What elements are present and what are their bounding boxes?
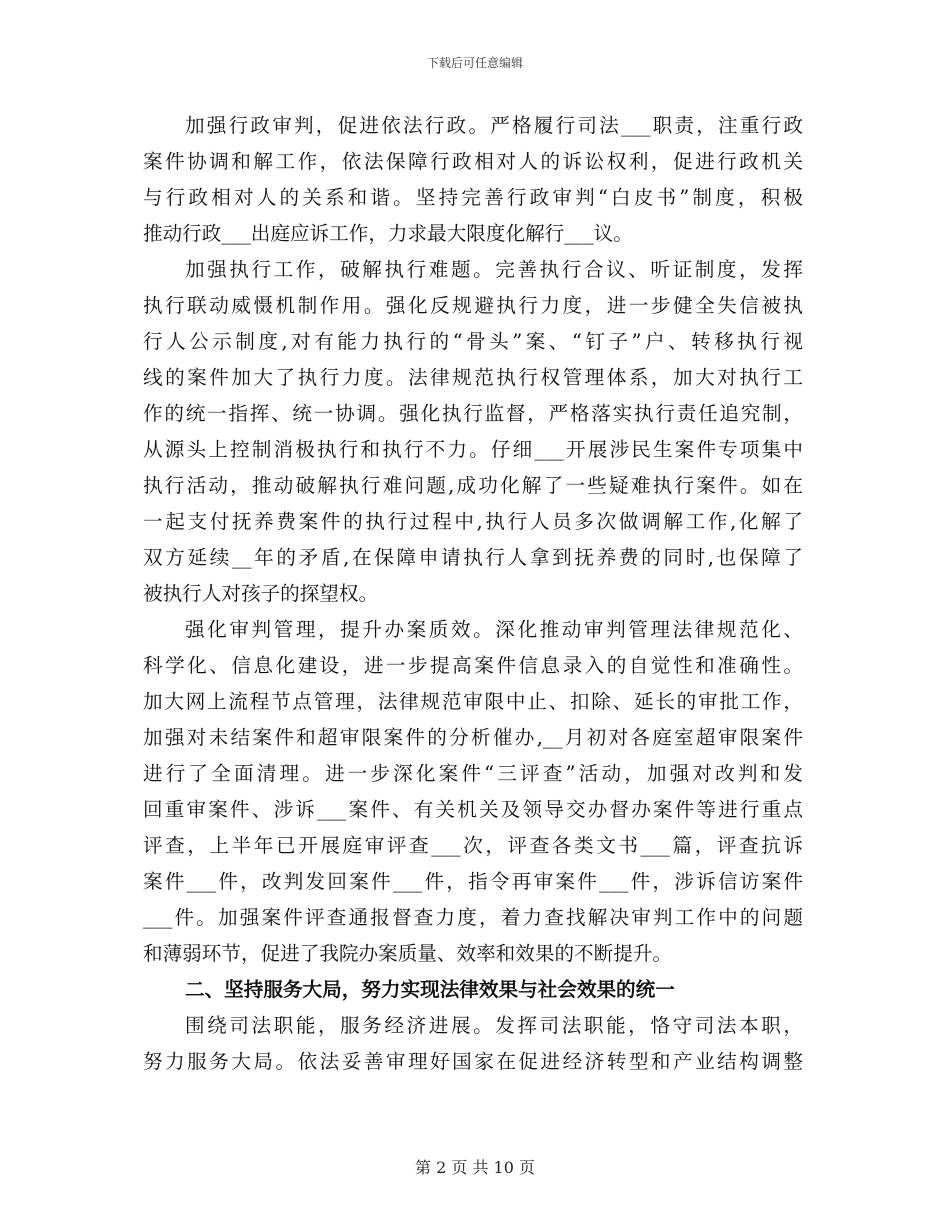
document-body (143, 108, 803, 1080)
body-text-line: 努力服务大局。依法妥善审理好国家在促进经济转型和产业结构调整 (143, 1050, 803, 1073)
body-text-line: ___件。加强案件评查通报督查力度，着力查找解决审判工作中的问题 (143, 906, 803, 929)
body-text-line: 回重审案件、涉诉___案件、有关机关及领导交办督办案件等进行重点 (143, 798, 803, 821)
body-text-line: 行人公示制度,对有能力执行的“骨头”案、“钉子”户、转移执行视 (143, 330, 803, 353)
body-text-line: 围绕司法职能，服务经济进展。发挥司法职能，恪守司法本职， (185, 1014, 803, 1037)
body-text-line: 科学化、信息化建设，进一步提高案件信息录入的自觉性和准确性。 (143, 654, 803, 677)
body-text-line: 被执行人对孩子的探望权。 (143, 582, 379, 605)
body-text-line: 加强行政审判，促进依法行政。严格履行司法___职责，注重行政 (185, 114, 803, 137)
body-text-line: 与行政相对人的关系和谐。坚持完善行政审判“白皮书”制度，积极 (143, 186, 803, 209)
body-text-line: 一起支付抚养费案件的执行过程中,执行人员多次做调解工作,化解了 (143, 510, 803, 533)
body-text-line: 推动行政___出庭应诉工作，力求最大限度化解行___议。 (143, 222, 633, 245)
body-text-line: 双方延续__年的矛盾,在保障申请执行人拿到抚养费的同时,也保障了 (143, 546, 803, 569)
body-text-line: 强化审判管理，提升办案质效。深化推动审判管理法律规范化、 (185, 618, 803, 641)
body-text-line: 作的统一指挥、统一协调。强化执行监督，严格落实执行责任追究制， (143, 402, 803, 425)
body-text-line: 案件___件，改判发回案件___件，指令再审案件___件，涉诉信访案件 (143, 870, 803, 893)
body-text-line: 加大网上流程节点管理，法律规范审限中止、扣除、延长的审批工作， (143, 690, 803, 713)
page-header-note: 下载后可任意编辑 (426, 56, 523, 70)
body-text-line: 执行联动威慑机制作用。强化反规避执行力度，进一步健全失信被执 (143, 294, 803, 317)
body-text-line: 执行活动，推动破解执行难问题,成功化解了一些疑难执行案件。如在 (143, 474, 803, 497)
section-heading: 二、坚持服务大局，努力实现法律效果与社会效果的统一 (185, 978, 675, 1001)
body-text-line: 从源头上控制消极执行和执行不力。仔细___开展涉民生案件专项集中 (143, 438, 803, 461)
body-text-line: 评查，上半年已开展庭审评查___次，评查各类文书___篇，评查抗诉 (143, 834, 803, 857)
page-number: 第 2 页 共 10 页 (415, 1158, 535, 1177)
body-text-line: 加强对未结案件和超审限案件的分析催办,__月初对各庭室超审限案件 (143, 726, 803, 749)
body-text-line: 和薄弱环节，促进了我院办案质量、效率和效果的不断提升。 (143, 942, 673, 965)
body-text-line: 加强执行工作，破解执行难题。完善执行合议、听证制度，发挥 (185, 258, 803, 281)
body-text-line: 线的案件加大了执行力度。法律规范执行权管理体系，加大对执行工 (143, 366, 803, 389)
body-text-line: 案件协调和解工作，依法保障行政相对人的诉讼权利，促进行政机关 (143, 150, 803, 173)
body-text-line: 进行了全面清理。进一步深化案件“三评查”活动，加强对改判和发 (143, 762, 803, 785)
